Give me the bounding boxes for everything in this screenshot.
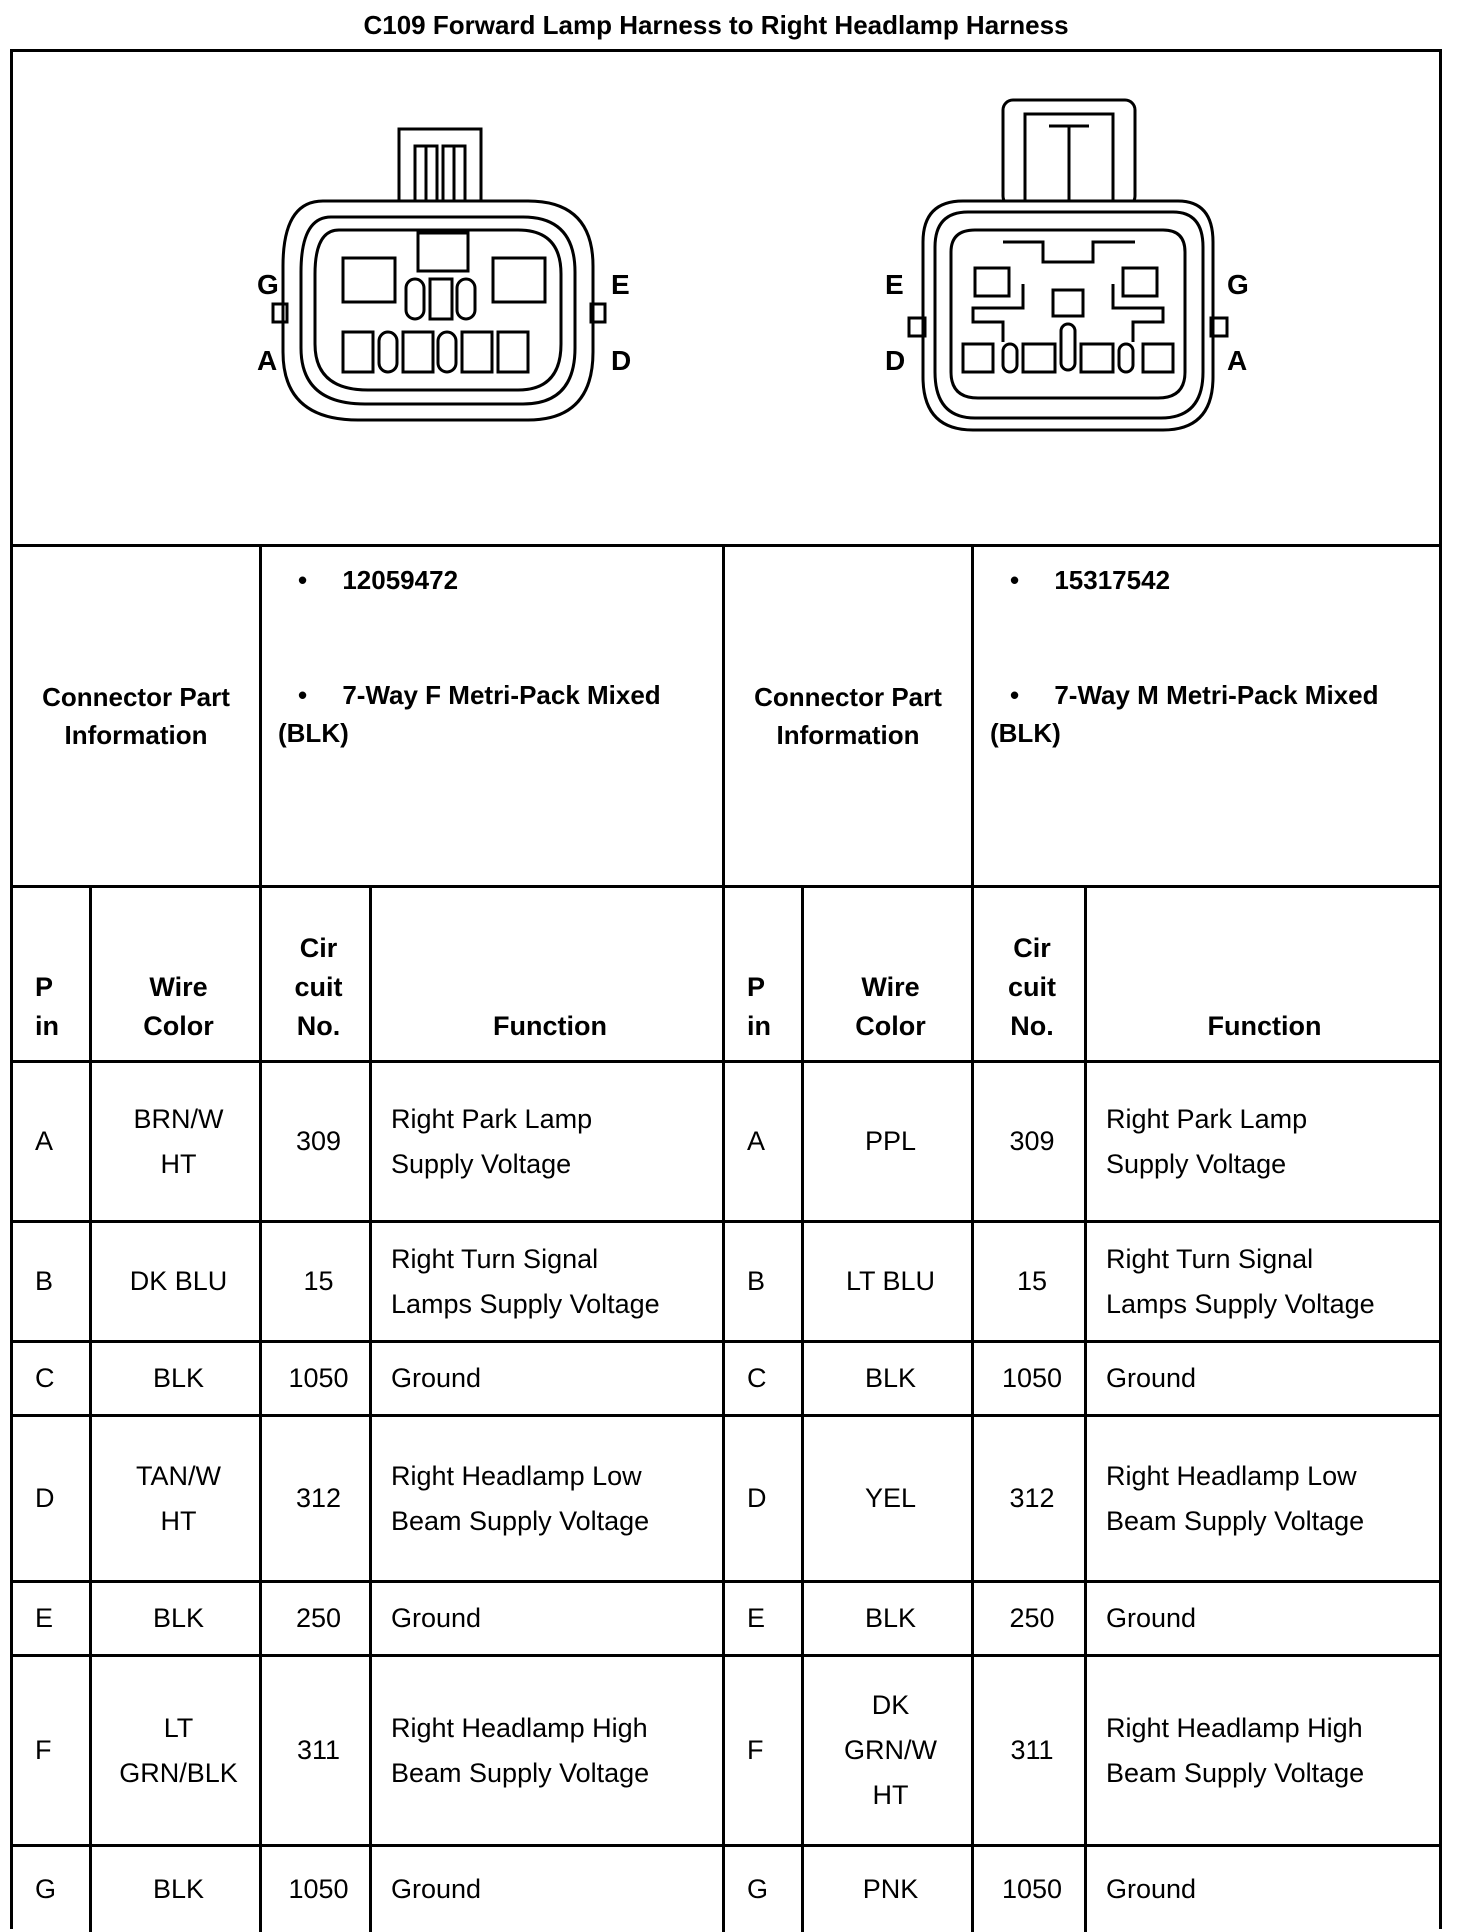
left-circuit-text: 15 [303,1266,334,1296]
left-cell-circuit [265,1063,372,1220]
right-header-circuit-text [977,888,1087,1060]
right-cell-circuit [977,1417,1087,1580]
column-header-line: Wire [861,972,920,1002]
left-cell-color [95,1343,262,1414]
left-function-line: Supply Voltage [391,1148,572,1179]
left-cell-pin [13,1343,92,1414]
right-cell-color [807,1343,974,1414]
left-cell-circuit [265,1343,372,1414]
right-cell-function [1090,1223,1439,1340]
right-function-line: Right Park Lamp [1106,1103,1308,1134]
left-cell-pin [13,1417,92,1580]
left-color-line: BRN/W [133,1103,224,1134]
left-color-line: BLK [152,1363,205,1393]
left-function-text [375,1583,725,1654]
right-cell-color [807,1583,974,1654]
left-cell-color [95,1223,262,1340]
connector-diagrams [13,52,1439,547]
right-circuit-text: 312 [1009,1483,1055,1513]
left-pin-label-a: A [257,345,278,376]
left-description-item [278,676,706,752]
right-cell-pin [725,1223,804,1340]
left-function-line: Right Headlamp Low [391,1460,642,1491]
right-header-pin [725,888,804,1060]
right-color-text [807,1847,974,1932]
right-header-pin-text [725,888,804,1060]
right-pin-text: E [747,1603,766,1633]
left-cell-pin [13,1583,92,1654]
right-pin-text: A [747,1126,766,1156]
left-header-pin [13,888,92,1060]
left-cell-circuit [265,1657,372,1844]
right-info-label-cell [725,547,971,885]
left-cell-function [375,1847,725,1932]
left-color-text [95,1223,262,1340]
right-function-text [1090,1657,1439,1844]
right-function-line: Right Headlamp Low [1106,1460,1357,1491]
right-part-number-item [990,561,1423,599]
left-header-wire_color-text [95,888,262,1060]
right-pin-label-d: D [885,345,906,376]
right-cell-color [807,1847,974,1932]
left-color-line: BLK [152,1603,205,1633]
left-color-line: BLK [152,1874,205,1904]
left-color-text [95,1343,262,1414]
right-cell-pin [725,1583,804,1654]
left-cell-function [375,1417,725,1580]
column-header-line: Cir [1013,933,1051,963]
right-cell-circuit [977,1847,1087,1932]
right-cell-circuit [977,1223,1087,1340]
right-color-text [807,1343,974,1414]
right-cell-function [1090,1417,1439,1580]
right-function-line: Ground [1106,1874,1197,1904]
right-cell-pin [725,1417,804,1580]
column-header-line: cuit [294,972,343,1002]
right-function-line: Right Headlamp High [1106,1712,1363,1743]
connector-table [10,49,1442,1929]
right-function-line: Beam Supply Voltage [1106,1757,1365,1788]
right-cell-circuit [977,1063,1087,1220]
right-pin-label-a: A [1227,345,1248,376]
left-part-info [262,547,722,885]
left-cell-circuit [265,1583,372,1654]
right-cell-function [1090,1583,1439,1654]
left-cell-function [375,1657,725,1844]
right-cell-color [807,1063,974,1220]
column-header-line: in [35,1011,59,1041]
grid-vline [801,885,804,1932]
grid-hline [13,1580,1439,1583]
right-cell-pin [725,1343,804,1414]
left-function-line: Right Park Lamp [391,1103,593,1134]
right-header-function [1090,888,1439,1060]
right-color-line: LT BLU [845,1266,936,1296]
right-color-text [807,1657,974,1844]
right-color-line: HT [872,1780,909,1810]
left-cell-function [375,1583,725,1654]
left-color-line: HT [160,1148,197,1179]
column-header-function: Function [493,1011,607,1041]
right-cell-circuit [977,1657,1087,1844]
right-function-text [1090,1343,1439,1414]
column-header-line: No. [296,1011,341,1041]
right-function-line: Lamps Supply Voltage [1106,1288,1375,1319]
right-cell-pin [725,1657,804,1844]
left-function-text [375,1657,725,1844]
bullet: • [298,565,308,595]
left-cell-pin [13,1063,92,1220]
right-color-line: YEL [864,1483,917,1513]
grid-vline [971,547,974,1932]
left-function-line: Ground [391,1603,482,1633]
right-color-line: DK [871,1690,910,1720]
right-function-line: Supply Voltage [1106,1148,1287,1179]
right-function-text [1090,1063,1439,1220]
left-function-line: Right Headlamp High [391,1712,648,1743]
column-header-line: Color [143,1011,214,1041]
left-pin-label-g: G [257,269,279,300]
right-circuit-text: 311 [1010,1735,1054,1765]
left-cell-color [95,1657,262,1844]
grid-vline [1084,885,1087,1932]
left-cell-function [375,1223,725,1340]
right-cell-color [807,1417,974,1580]
left-cell-circuit [265,1417,372,1580]
right-info-label: Connector Part Information [754,682,942,750]
right-pin-text: G [747,1874,769,1904]
grid-vline [259,547,262,1932]
left-function-line: Lamps Supply Voltage [391,1288,660,1319]
right-cell-function [1090,1063,1439,1220]
left-part-number-item [278,561,706,599]
right-circuit-text: 309 [1009,1126,1055,1156]
right-pin-label-e: E [885,269,904,300]
grid-hline [13,1654,1439,1657]
left-header-circuit-text [265,888,372,1060]
left-description: 7-Way F Metri-Pack Mixed (BLK) [278,680,661,748]
left-part-number: 12059472 [342,565,459,595]
left-pin-text: D [35,1483,55,1513]
right-cell-circuit [977,1343,1087,1414]
left-function-line: Beam Supply Voltage [391,1757,650,1788]
right-cell-function [1090,1657,1439,1844]
right-color-line: PNK [862,1874,919,1904]
right-header-circuit [977,888,1087,1060]
right-function-text [1090,1847,1439,1932]
bullet: • [1010,680,1020,710]
left-pin-text: F [35,1735,52,1765]
right-pin-label-g: G [1227,269,1249,300]
left-cell-color [95,1847,262,1932]
right-circuit-text: 250 [1009,1603,1055,1633]
left-info-label-cell [13,547,259,885]
right-cell-pin [725,1063,804,1220]
right-function-text [1090,1417,1439,1580]
column-header-line: No. [1010,1011,1054,1041]
left-header-circuit [265,888,372,1060]
grid-vline [722,547,725,1932]
right-circuit-text: 1050 [1001,1874,1063,1904]
right-color-text [807,1063,974,1220]
right-color-line: PPL [864,1126,917,1156]
right-cell-circuit [977,1583,1087,1654]
right-cell-function [1090,1343,1439,1414]
bullet: • [1010,565,1020,595]
right-color-line: GRN/W [844,1735,937,1765]
left-cell-color [95,1063,262,1220]
right-pin-text: F [747,1735,764,1765]
left-function-line: Ground [391,1874,482,1904]
left-function-text [375,1847,725,1932]
left-color-line: TAN/W [136,1460,221,1491]
right-header-wire_color [807,888,974,1060]
right-function-line: Beam Supply Voltage [1106,1505,1365,1536]
right-color-line: BLK [864,1603,917,1633]
left-color-text [95,1583,262,1654]
right-function-text [1090,1223,1439,1340]
left-color-text [95,1657,262,1844]
left-header-function-text [375,888,725,1060]
right-cell-color [807,1223,974,1340]
left-connector-drawing [273,129,605,420]
left-cell-function [375,1063,725,1220]
left-color-line: HT [160,1505,197,1536]
right-pin-text: C [747,1363,767,1393]
left-color-text [95,1417,262,1580]
column-header-line: cuit [1007,972,1056,1002]
right-function-line: Ground [1106,1603,1197,1633]
right-color-line: BLK [864,1363,917,1393]
grid-vline [89,885,92,1932]
left-cell-color [95,1417,262,1580]
left-function-text [375,1223,725,1340]
left-header-pin-text [13,888,92,1060]
page-title: C109 Forward Lamp Harness to Right Headlamp Harness [363,10,1069,40]
left-circuit-text: 1050 [288,1874,349,1904]
grid-hline [13,1060,1439,1063]
left-function-text [375,1063,725,1220]
left-circuit-text: 312 [295,1483,342,1513]
left-pin-text: C [35,1363,55,1393]
column-header-function: Function [1207,1011,1322,1041]
left-color-text [95,1063,262,1220]
left-function-line: Right Turn Signal [391,1243,599,1274]
right-color-text [807,1417,974,1580]
right-circuit-text: 1050 [1001,1363,1063,1393]
right-connector-drawing [909,100,1227,430]
grid-hline [13,1340,1439,1343]
right-circuit-text: 15 [1016,1266,1048,1296]
left-header-wire_color [95,888,262,1060]
grid-hline [13,1414,1439,1417]
column-header-line: in [747,1011,771,1041]
right-pin-text: B [747,1266,766,1296]
right-cell-function [1090,1847,1439,1932]
left-pin-label-e: E [611,269,630,300]
left-info-label: Connector Part Information [42,682,230,750]
right-pin-text: D [747,1483,767,1513]
left-pin-label-d: D [611,345,632,376]
column-header-line: P [35,972,54,1002]
left-function-text [375,1343,725,1414]
column-header-line: P [747,972,766,1002]
right-description-item [990,676,1423,752]
right-color-text [807,1583,974,1654]
grid-hline [13,885,1439,888]
left-pin-text: E [35,1603,54,1633]
left-circuit-text: 311 [296,1735,341,1765]
right-part-number: 15317542 [1054,565,1171,595]
left-color-line: GRN/BLK [119,1757,238,1788]
right-header-function-text [1090,888,1439,1060]
grid-hline [13,1220,1439,1223]
left-color-line: LT [163,1712,194,1743]
left-cell-circuit [265,1847,372,1932]
bullet: • [298,680,308,710]
left-header-function [375,888,725,1060]
right-cell-pin [725,1847,804,1932]
left-color-line: DK BLU [129,1266,228,1296]
left-cell-color [95,1583,262,1654]
right-header-wire_color-text [807,888,974,1060]
left-cell-pin [13,1223,92,1340]
right-part-info [974,547,1439,885]
right-cell-color [807,1657,974,1844]
left-function-text [375,1417,725,1580]
column-header-line: Color [855,1011,926,1041]
right-function-line: Right Turn Signal [1106,1243,1314,1274]
left-pin-text: B [35,1266,54,1296]
grid-vline [369,885,372,1932]
left-cell-circuit [265,1223,372,1340]
connector-diagram-area [13,52,1439,547]
left-cell-pin [13,1657,92,1844]
left-pin-text: A [35,1126,54,1156]
left-function-line: Ground [391,1363,482,1393]
left-function-line: Beam Supply Voltage [391,1505,650,1536]
column-header-line: Cir [299,933,338,963]
right-function-text [1090,1583,1439,1654]
left-circuit-text: 250 [295,1603,342,1633]
left-pin-text: G [35,1874,57,1904]
left-cell-pin [13,1847,92,1932]
left-color-text [95,1847,262,1932]
right-color-text [807,1223,974,1340]
right-function-line: Ground [1106,1363,1197,1393]
left-circuit-text: 309 [295,1126,342,1156]
right-description: 7-Way M Metri-Pack Mixed (BLK) [990,680,1379,748]
grid-hline [13,1844,1439,1847]
left-circuit-text: 1050 [288,1363,349,1393]
column-header-line: Wire [149,972,208,1002]
left-cell-function [375,1343,725,1414]
